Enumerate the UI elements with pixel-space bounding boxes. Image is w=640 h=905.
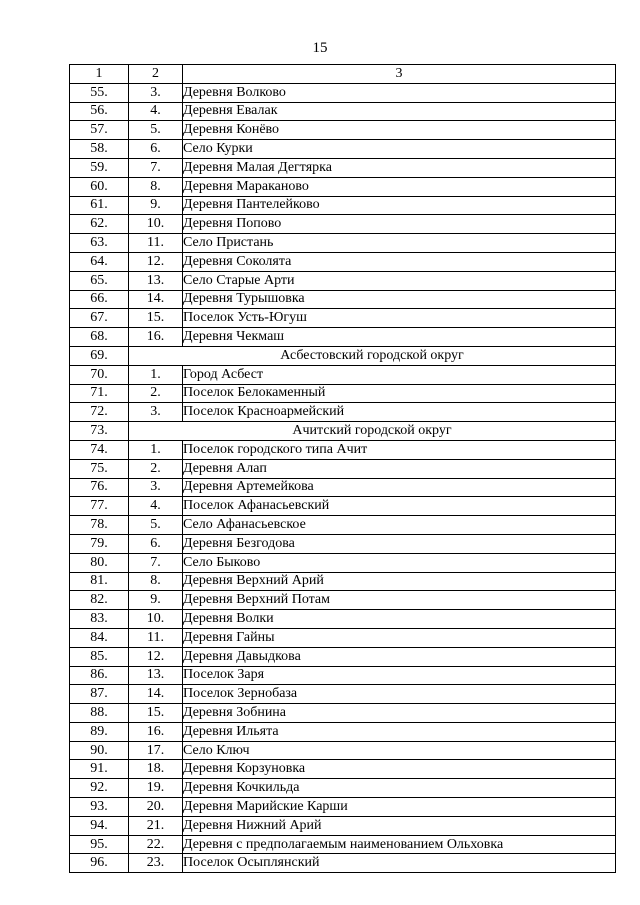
local-number: 10.	[129, 215, 183, 234]
local-number: 1.	[129, 440, 183, 459]
local-number: 4.	[129, 497, 183, 516]
settlement-name: Поселок Зернобаза	[183, 685, 616, 704]
row-number: 81.	[70, 572, 129, 591]
table-body	[70, 65, 616, 873]
local-number: 23.	[129, 854, 183, 873]
table-row	[70, 628, 616, 647]
table-row	[70, 384, 616, 403]
table-row	[70, 365, 616, 384]
row-number: 66.	[70, 290, 129, 309]
header-col-2: 2	[129, 65, 183, 84]
table-row	[70, 854, 616, 873]
row-number: 83.	[70, 610, 129, 629]
settlement-name: Деревня Марийские Карши	[183, 798, 616, 817]
table-header-row	[70, 65, 616, 84]
row-number: 78.	[70, 516, 129, 535]
table-row	[70, 591, 616, 610]
local-number: 15.	[129, 704, 183, 723]
table-row	[70, 83, 616, 102]
row-number: 72.	[70, 403, 129, 422]
settlement-name: Поселок Заря	[183, 666, 616, 685]
section-row	[70, 422, 616, 441]
local-number: 2.	[129, 459, 183, 478]
local-number: 5.	[129, 121, 183, 140]
table-row	[70, 553, 616, 572]
table-row	[70, 215, 616, 234]
local-number: 13.	[129, 666, 183, 685]
local-number: 18.	[129, 760, 183, 779]
settlement-name: Город Асбест	[183, 365, 616, 384]
local-number: 4.	[129, 102, 183, 121]
local-number: 3.	[129, 478, 183, 497]
section-title: Ачитский городской округ	[129, 422, 616, 441]
settlement-name: Деревня Давыдкова	[183, 647, 616, 666]
settlement-name: Деревня Кочкильда	[183, 779, 616, 798]
table-row	[70, 516, 616, 535]
local-number: 6.	[129, 534, 183, 553]
local-number: 19.	[129, 779, 183, 798]
settlement-name: Деревня Верхний Потам	[183, 591, 616, 610]
settlement-name: Деревня Попово	[183, 215, 616, 234]
settlement-name: Деревня Чекмаш	[183, 328, 616, 347]
table-row	[70, 760, 616, 779]
settlement-name: Поселок Осыплянский	[183, 854, 616, 873]
row-number: 70.	[70, 365, 129, 384]
table-row	[70, 685, 616, 704]
settlement-name: Деревня Евалак	[183, 102, 616, 121]
header-col-1: 1	[70, 65, 129, 84]
local-number: 12.	[129, 252, 183, 271]
table-row	[70, 647, 616, 666]
local-number: 20.	[129, 798, 183, 817]
settlement-name: Поселок Афанасьевский	[183, 497, 616, 516]
table-row	[70, 835, 616, 854]
settlement-name: Село Пристань	[183, 234, 616, 253]
local-number: 6.	[129, 140, 183, 159]
settlement-name: Деревня Волково	[183, 83, 616, 102]
settlement-name: Деревня Пантелейково	[183, 196, 616, 215]
local-number: 7.	[129, 553, 183, 572]
local-number: 1.	[129, 365, 183, 384]
table-row	[70, 704, 616, 723]
local-number: 3.	[129, 83, 183, 102]
local-number: 3.	[129, 403, 183, 422]
settlement-name: Деревня Гайны	[183, 628, 616, 647]
local-number: 9.	[129, 591, 183, 610]
table-row	[70, 177, 616, 196]
local-number: 10.	[129, 610, 183, 629]
settlement-name: Деревня Турышовка	[183, 290, 616, 309]
settlement-name: Деревня Малая Дегтярка	[183, 158, 616, 177]
local-number: 14.	[129, 685, 183, 704]
local-number: 5.	[129, 516, 183, 535]
settlement-name: Поселок Усть-Югуш	[183, 309, 616, 328]
row-number: 68.	[70, 328, 129, 347]
table-row	[70, 158, 616, 177]
section-title: Асбестовский городской округ	[129, 346, 616, 365]
table-row	[70, 779, 616, 798]
table-row	[70, 497, 616, 516]
row-number: 55.	[70, 83, 129, 102]
row-number: 80.	[70, 553, 129, 572]
settlement-name: Деревня Алап	[183, 459, 616, 478]
row-number: 86.	[70, 666, 129, 685]
table-row	[70, 722, 616, 741]
settlement-name: Деревня Волки	[183, 610, 616, 629]
row-number: 95.	[70, 835, 129, 854]
row-number: 71.	[70, 384, 129, 403]
settlement-name: Поселок Белокаменный	[183, 384, 616, 403]
table-row	[70, 102, 616, 121]
table-row	[70, 271, 616, 290]
row-number: 65.	[70, 271, 129, 290]
settlement-name: Село Быково	[183, 553, 616, 572]
settlement-name: Деревня Верхний Арий	[183, 572, 616, 591]
row-number: 61.	[70, 196, 129, 215]
local-number: 22.	[129, 835, 183, 854]
row-number: 87.	[70, 685, 129, 704]
settlement-name: Деревня Мараканово	[183, 177, 616, 196]
settlement-name: Деревня Корзуновка	[183, 760, 616, 779]
table-row	[70, 252, 616, 271]
settlement-name: Деревня Конёво	[183, 121, 616, 140]
local-number: 2.	[129, 384, 183, 403]
settlement-name: Село Курки	[183, 140, 616, 159]
table-row	[70, 741, 616, 760]
row-number: 59.	[70, 158, 129, 177]
settlement-name: Деревня Соколята	[183, 252, 616, 271]
page-number: 15	[312, 40, 328, 56]
row-number: 58.	[70, 140, 129, 159]
table-row	[70, 196, 616, 215]
header-col-3: 3	[183, 65, 616, 84]
table-row	[70, 534, 616, 553]
local-number: 16.	[129, 328, 183, 347]
settlement-name: Деревня Ильята	[183, 722, 616, 741]
table-row	[70, 121, 616, 140]
settlement-name: Деревня Зобнина	[183, 704, 616, 723]
table-row	[70, 798, 616, 817]
row-number: 94.	[70, 816, 129, 835]
row-number: 85.	[70, 647, 129, 666]
local-number: 13.	[129, 271, 183, 290]
row-number: 88.	[70, 704, 129, 723]
row-number: 57.	[70, 121, 129, 140]
row-number: 75.	[70, 459, 129, 478]
settlements-table	[69, 64, 616, 873]
local-number: 21.	[129, 816, 183, 835]
local-number: 17.	[129, 741, 183, 760]
row-number: 77.	[70, 497, 129, 516]
local-number: 7.	[129, 158, 183, 177]
row-number: 74.	[70, 440, 129, 459]
row-number: 84.	[70, 628, 129, 647]
row-number: 64.	[70, 252, 129, 271]
row-number: 73.	[70, 422, 129, 441]
row-number: 82.	[70, 591, 129, 610]
row-number: 56.	[70, 102, 129, 121]
table-row	[70, 234, 616, 253]
local-number: 14.	[129, 290, 183, 309]
row-number: 67.	[70, 309, 129, 328]
row-number: 76.	[70, 478, 129, 497]
table-row	[70, 440, 616, 459]
table-row	[70, 816, 616, 835]
row-number: 91.	[70, 760, 129, 779]
local-number: 8.	[129, 177, 183, 196]
table-row	[70, 572, 616, 591]
settlement-name: Деревня с предполагаемым наименованием Ольховка	[183, 835, 616, 854]
local-number: 11.	[129, 234, 183, 253]
row-number: 92.	[70, 779, 129, 798]
table-row	[70, 459, 616, 478]
settlement-name: Село Афанасьевское	[183, 516, 616, 535]
row-number: 93.	[70, 798, 129, 817]
row-number: 90.	[70, 741, 129, 760]
table-row	[70, 610, 616, 629]
settlement-name: Деревня Нижний Арий	[183, 816, 616, 835]
row-number: 69.	[70, 346, 129, 365]
settlement-name: Деревня Безгодова	[183, 534, 616, 553]
table-row	[70, 309, 616, 328]
local-number: 8.	[129, 572, 183, 591]
table-row	[70, 666, 616, 685]
local-number: 12.	[129, 647, 183, 666]
row-number: 63.	[70, 234, 129, 253]
local-number: 15.	[129, 309, 183, 328]
row-number: 96.	[70, 854, 129, 873]
row-number: 60.	[70, 177, 129, 196]
section-row	[70, 346, 616, 365]
table-row	[70, 403, 616, 422]
table-row	[70, 290, 616, 309]
settlement-name: Село Ключ	[183, 741, 616, 760]
table-row	[70, 140, 616, 159]
table-row	[70, 328, 616, 347]
row-number: 62.	[70, 215, 129, 234]
local-number: 9.	[129, 196, 183, 215]
settlement-name: Село Старые Арти	[183, 271, 616, 290]
table-row	[70, 478, 616, 497]
settlement-name: Деревня Артемейкова	[183, 478, 616, 497]
local-number: 11.	[129, 628, 183, 647]
row-number: 89.	[70, 722, 129, 741]
local-number: 16.	[129, 722, 183, 741]
row-number: 79.	[70, 534, 129, 553]
settlement-name: Поселок городского типа Ачит	[183, 440, 616, 459]
settlement-name: Поселок Красноармейский	[183, 403, 616, 422]
